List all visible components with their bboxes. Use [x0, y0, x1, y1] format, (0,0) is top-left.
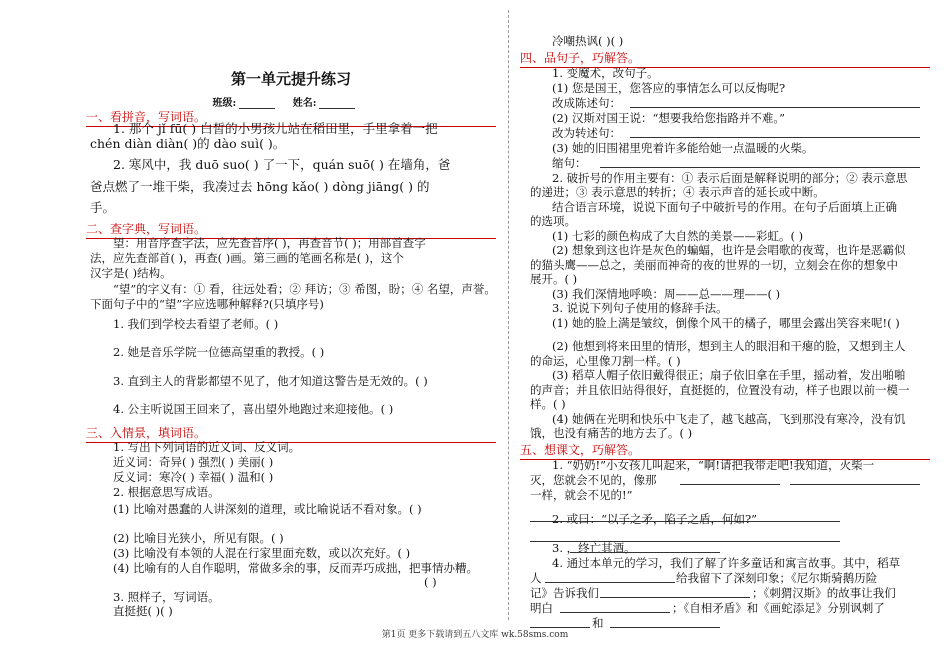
question-line: 爸点燃了一堆干柴，我凑过去 hōng kǎo( ) dòng jiāng( ) 的: [90, 179, 430, 194]
class-label: 班级:: [212, 98, 237, 109]
question-line: 明白: [530, 601, 553, 615]
question-line: 2. 寒风中，我 duō suo( ) 了一下，quán suō( ) 在墙角，爸: [113, 157, 451, 172]
question-line: (2) 汉斯对国王说：“想要我给您指路并不难。”: [552, 111, 785, 125]
question-line: ；《自相矛盾》和《画蛇添足》分别讽刺了: [672, 601, 885, 615]
question-line: (1) 七彩的颜色构成了大自然的美景——彩虹。( ): [552, 229, 804, 243]
question-line: 的命运，心里像刀割一样。( ): [530, 354, 681, 368]
question-line: 展开。( ): [530, 272, 578, 286]
section-heading-4: 四、品句子，巧解答。: [520, 49, 930, 68]
answer-line[interactable]: [600, 156, 920, 168]
question-line: 冷嘲热讽( )( ): [552, 34, 624, 48]
question-line: (2) 想象到这也许是灰色的蝙蝠，也许是会唱歌的夜莺，也许是恶霸似: [552, 243, 906, 257]
name-label: 姓名:: [292, 98, 317, 109]
column-divider: [508, 10, 509, 620]
question-line: 2. 根据意思写成语。: [113, 485, 220, 499]
answer-line[interactable]: [570, 541, 720, 553]
question-line: 3. ，终亡其酒。: [552, 541, 636, 555]
question-line: (1) 她的脸上满是皱纹，倒像个风干的橘子，哪里会露出笑容来呢!( ): [552, 316, 900, 330]
question-line: 饿，也没有痛苦的地方去了。( ): [530, 426, 693, 440]
question-line: 一样，就会不见的!”: [530, 488, 633, 502]
question-line: chén diàn diàn( )的 dào suì( )。: [90, 136, 286, 151]
question-line: 的递进；③ 表示意思的转折；④ 表示声音的延长或中断。: [530, 185, 825, 199]
question-line: (2) 他想到将来田里的情形，想到主人的眼泪和干瘪的脸，又想到主人: [552, 339, 906, 353]
question-line: 汉字是( )结构。: [90, 266, 172, 280]
page-footer: 第1页 更多下载请到五八文库 wk.58sms.com: [381, 630, 569, 640]
question-line: 给我留下了深刻印象；《尼尔斯骑鹅历险: [676, 571, 878, 585]
section-heading-2: 二、查字典，写词语。: [86, 220, 496, 239]
question-line: 2. 或曰：“以子之矛，陷子之盾，何如?”: [552, 512, 758, 526]
question-line: 的声音；并且依旧站得很好，直挺挺的，位置没有动，样子也跟以前一模一: [530, 383, 910, 397]
answer-line[interactable]: [630, 96, 920, 108]
question-line: (4) 她俩在光明和快乐中飞走了，越飞越高，飞到那没有寒冷，没有饥: [552, 412, 906, 426]
answer-line[interactable]: [790, 473, 920, 485]
answer-line[interactable]: [545, 571, 675, 583]
question-line: (1) 比喻对愚蠢的人讲深刻的道理，或比喻说话不看对象。( ): [113, 502, 422, 516]
question-line: (3) 稻草人帽子依旧戴得很正；扇子依旧拿在手里，摇动着，发出啪啪: [552, 368, 906, 382]
question-line: ( ): [424, 575, 437, 589]
question-line: 2. 破折号的作用主要有：① 表示后面是解释说明的部分；② 表示意思: [552, 171, 908, 185]
page-title: 第一单元提升练习: [230, 70, 351, 88]
question-line: (2) 比喻目光狭小，所见有限。( ): [113, 531, 284, 545]
question-line: (3) 比喻没有本领的人混在行家里面充数，或以次充好。( ): [113, 546, 411, 560]
section-heading-3: 三、入情景，填词语。: [86, 424, 496, 443]
question-line: 2. 她是音乐学院一位德高望重的教授。( ): [113, 345, 325, 359]
question-line: 法，应先查部首( )，再查( )画。第三画的笔画名称是( )，这个: [90, 251, 404, 265]
question-line: 的选项。: [530, 214, 576, 228]
question-line: 4. 公主听说国王回来了，喜出望外地跑过来迎接他。( ): [113, 402, 394, 416]
answer-line[interactable]: [630, 126, 920, 138]
question-line: 1. 那个 jǐ fū( ) 白皙的小男孩儿站在稻田里，手里拿着一把: [113, 121, 438, 136]
question-line: 结合语言环境，说说下面句子中破折号的作用。在句子后面填上正确: [552, 200, 897, 214]
question-line: 望：用音序查字法，应先查音序( )，再查音节( )；用部首查字: [113, 236, 426, 250]
question-line: 1. “奶奶!”小女孩儿叫起来，“啊!请把我带走吧!我知道，火柴一: [552, 458, 875, 472]
question-line: 和: [592, 616, 604, 630]
question-line: “望”的字义有：① 看，往远处看；② 拜访；③ 希图，盼；④ 名望，声誉。: [113, 282, 496, 296]
question-line: (3) 她的旧围裙里兜着许多能给她一点温暖的火柴。: [552, 141, 814, 155]
question-line: ；《刺猬汉斯》的故事让我们: [752, 586, 896, 600]
question-line: 的猫头鹰——总之，美丽而神奇的夜的世界的一切，立刻会在你的想象中: [530, 258, 898, 272]
question-line: (4) 比喻有的人自作聪明，常做多余的事，反而弄巧成拙，把事情办糟。: [113, 561, 478, 575]
question-line: (3) 我们深情地呼唤：周——总——理——( ): [552, 287, 781, 301]
question-line: 反义词：寒冷( ) 幸福( ) 温和( ): [113, 470, 274, 484]
answer-line[interactable]: [560, 601, 670, 613]
question-line: 近义词：奇异( ) 强烈( ) 美丽( ): [113, 455, 274, 469]
question-line: 人: [530, 571, 542, 585]
question-line: 下面句子中的“望”字应选哪种解释?(只填序号): [90, 297, 324, 311]
question-line: 4. 通过本单元的学习，我们了解了许多童话和寓言故事。其中，稻草: [552, 556, 901, 570]
question-line: (1) 您是国王，您答应的事情怎么可以反悔呢?: [552, 81, 786, 95]
class-name-line: [86, 94, 496, 109]
question-line: 1. 写出下列词语的近义词、反义词。: [113, 440, 301, 454]
question-line: 1. 我们到学校去看望了老师。( ): [113, 317, 279, 331]
question-line: 样。( ): [530, 397, 566, 411]
question-line: 手。: [90, 200, 116, 215]
question-line: 3. 直到主人的背影都望不见了，他才知道这警告是无效的。( ): [113, 374, 428, 388]
answer-line[interactable]: [600, 586, 750, 598]
question-line: 缩句：: [552, 156, 587, 170]
question-line: 记》告诉我们: [530, 586, 599, 600]
section-heading-5: 五、想课文，巧解答。: [520, 441, 930, 460]
question-line: 3. 说说下列句子使用的修辞手法。: [552, 301, 728, 315]
question-line: 改为转述句：: [552, 126, 621, 140]
question-line: 1. 变魔术，改句子。: [552, 66, 659, 80]
question-line: 直挺挺( )( ): [113, 604, 173, 618]
question-line: 改成陈述句：: [552, 96, 621, 110]
answer-line[interactable]: [680, 473, 780, 485]
question-line: 灭，您就会不见的，像那: [530, 473, 657, 487]
question-line: 3. 照样子，写词语。: [113, 590, 220, 604]
section-heading-1: 一、看拼音，写词语。: [86, 108, 496, 127]
